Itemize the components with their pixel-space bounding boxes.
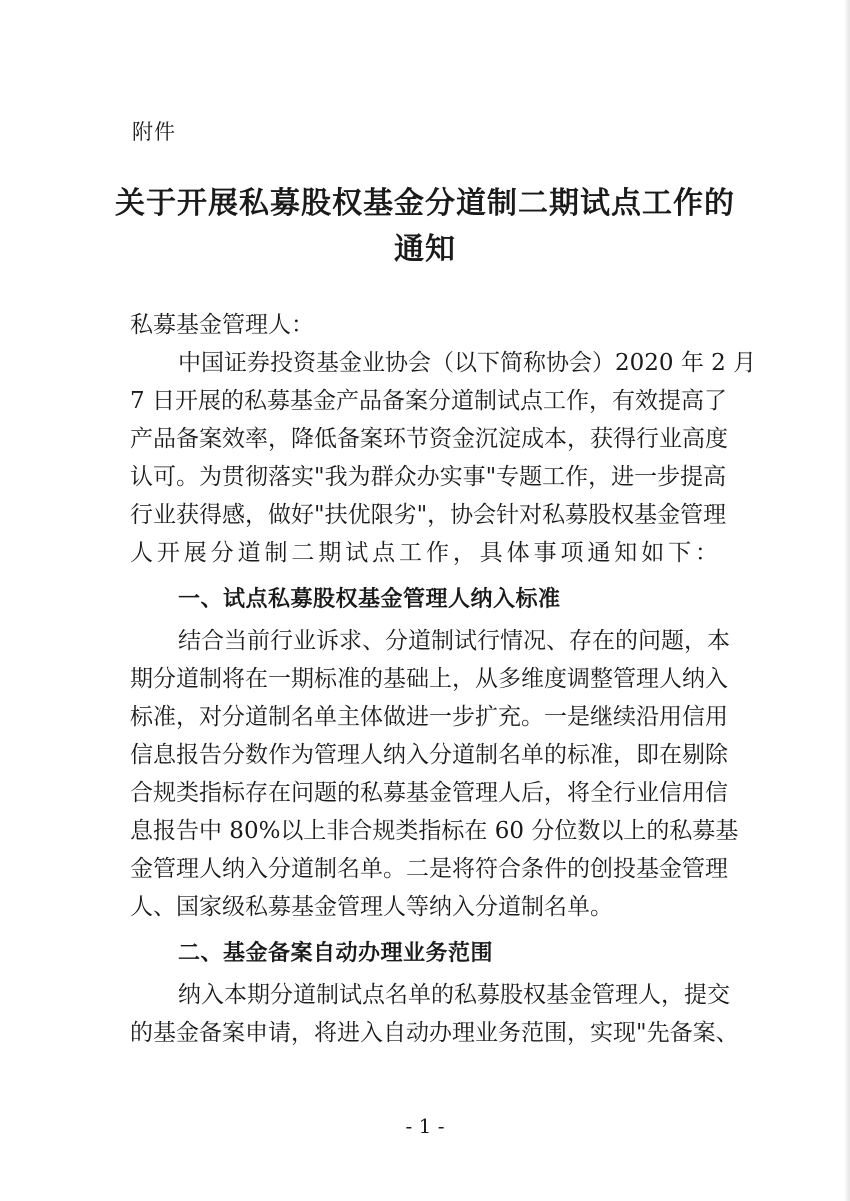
section-1-line: 标准，对分道制名单主体做进一步扩充。一是继续沿用信用 <box>130 704 728 730</box>
section-1-line: 信息报告分数作为管理人纳入分道制名单的标准，即在剔除 <box>130 742 728 768</box>
body-line: 中国证券投资基金业协会（以下简称协会）2020 年 2 月 <box>178 350 757 376</box>
section-1-line: 人、国家级私募基金管理人等纳入分道制名单。 <box>130 894 613 920</box>
section-1-line: 息报告中 80%以上非合规类指标在 60 分位数以上的私募基 <box>130 818 739 844</box>
section-1-line: 金管理人纳入分道制名单。二是将符合条件的创投基金管理 <box>130 856 728 882</box>
body-line: 7 日开展的私募基金产品备案分道制试点工作，有效提高了 <box>130 388 727 414</box>
section-1-line: 期分道制将在一期标准的基础上，从多维度调整管理人纳入 <box>130 666 728 692</box>
attachment-label: 附件 <box>132 120 176 144</box>
body-line: 产品备案效率，降低备案环节资金沉淀成本，获得行业高度 <box>130 426 728 452</box>
body-line: 行业获得感，做好"扶优限劣"，协会针对私募股权基金管理 <box>130 502 727 528</box>
section-1-line: 结合当前行业诉求、分道制试行情况、存在的问题，本 <box>178 628 730 654</box>
section-1-heading: 一、试点私募股权基金管理人纳入标准 <box>178 587 561 612</box>
document-title-line-1: 关于开展私募股权基金分道制二期试点工作的 <box>115 186 735 221</box>
scan-edge-shadow <box>844 0 850 1201</box>
body-line: 认可。为贯彻落实"我为群众办实事"专题工作，进一步提高 <box>130 464 727 490</box>
salutation: 私募基金管理人： <box>130 312 314 338</box>
section-1-line: 合规类指标存在问题的私募基金管理人后，将全行业信用信 <box>130 780 728 806</box>
section-2-line: 纳入本期分道制试点名单的私募股权基金管理人，提交 <box>178 982 730 1008</box>
page-number: - 1 - <box>405 1114 445 1138</box>
section-2-line: 的基金备案申请，将进入自动办理业务范围，实现"先备案、 <box>130 1020 739 1046</box>
body-line: 人开展分道制二期试点工作，具体事项通知如下： <box>130 540 718 566</box>
document-title-line-2: 通知 <box>394 232 456 267</box>
section-2-heading: 二、基金备案自动办理业务范围 <box>178 941 494 966</box>
